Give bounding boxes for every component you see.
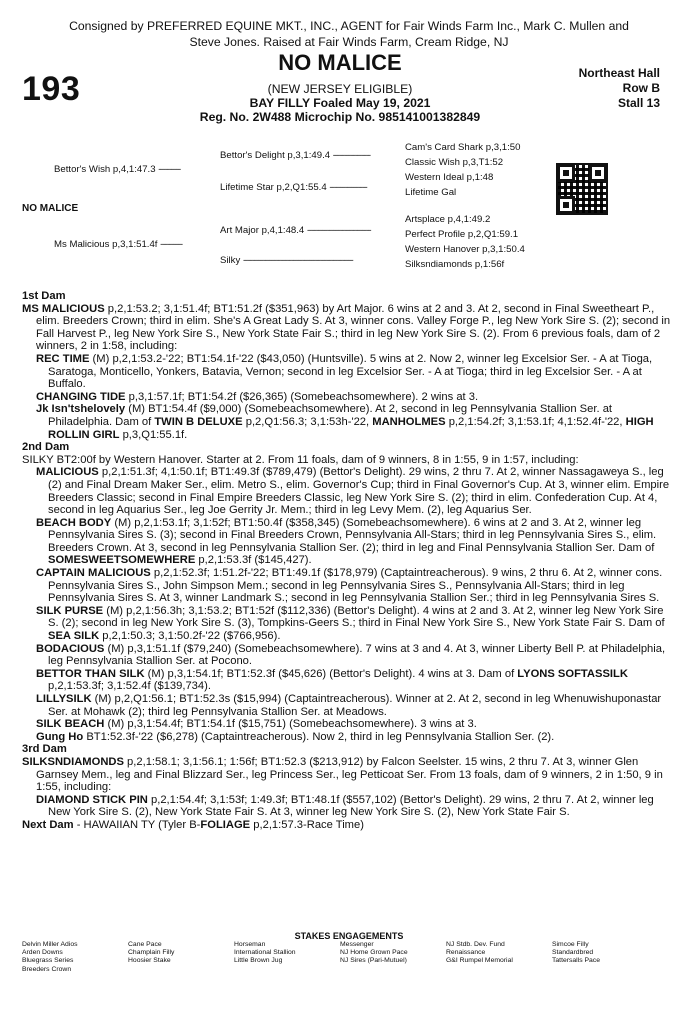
pedigree-g5: Artsplace p,4,1:49.2 — [405, 214, 491, 225]
stake-item: Bluegrass Series — [22, 957, 74, 965]
stake-item: Hoosier Stake — [128, 957, 171, 965]
horse-name: NO MALICE — [278, 50, 402, 75]
manholmes-name: MANHOLMES — [372, 415, 446, 428]
pedigree-g6: Perfect Profile p,2,Q1:59.1 — [405, 229, 519, 240]
dam-dam-name: Silky — [220, 255, 241, 266]
high-rollin-girl-name: HIGH ROLLIN GIRL — [48, 415, 654, 441]
stake-item: Tattersalls Pace — [552, 957, 600, 965]
sire-name: Bettor's Wish p,4,1:47.3 — [54, 164, 156, 175]
pedigree-g8: Silksndiamonds p,1:56f — [405, 259, 505, 270]
captain-malicious-text: p,2,1:52.3f; 1:51.2f-'22; BT1:49.1f ($178,979) (Captaintreacherous). 9 wins, 2 thru 6. At 2, winner cons. Pennsylvania Sires S., John Simpson Mem.; second in leg Pennsylvania Sires S., Pennsylvania All-Stars; third in leg Pennsylvania Sires S. At 3, winner Landmark S.; second in leg Pennsylvania Stallion Ser.; third in leg Pennsylvania Sires S. — [48, 567, 663, 605]
stake-item: Horseman — [234, 941, 266, 948]
next-dam-text-1: - HAWAIIAN TY (Tyler B- — [73, 818, 201, 831]
pedigree-g3: Western Ideal p,1:48 — [405, 172, 494, 183]
stake-item: Standardbred — [552, 949, 594, 957]
silksndiamonds-text: p,2,1:58.1; 3,1:56.1; 1:56f; BT1:52.3 ($213,912) by Falcon Seelster. 15 wins, 2 thru 7. At 3, winner Glen Garnsey Mem., leg and Final Blizzard Ser., leg Princess Ser., leg Petticoat Ser. From 13 foals, dam of 9 winners, 2 in 1:50, 9 in 1:55, including: — [36, 755, 663, 794]
malicious-text: p,2,1:51.3f; 4,1:50.1f; BT1:49.3f ($789,479) (Bettor's Delight). 29 wins, 2 thru 7. At 2, winner Nassagaweya S., leg (2) and Final Dream Maker Ser., elim. Metro S., elim. Governor's Cup; third in Final Governor's Cup. At 3, winner elim. Empire Breeders Classic; second in Final Empire Breeders Classic, leg New York Sire S. (2); third in elim. Confederation Cup. At 4, second in leg Aquarius Ser., leg Joe Gerrity Jr. Mem.; third in leg Levy Mem. (2), leg Aquarius Ser. — [48, 466, 670, 517]
changing-tide-name: CHANGING TIDE — [36, 390, 126, 403]
produce-bodacious — [22, 643, 672, 668]
silksndiamonds-name: SILKSNDIAMONDS — [22, 755, 124, 768]
gung-ho-name: Gung Ho — [36, 730, 84, 743]
stakes-col-3 — [234, 941, 296, 966]
stakes-col-2 — [128, 941, 174, 966]
stake-item: NJ Home Grown Pace — [340, 949, 408, 957]
location-row: Row B — [622, 81, 660, 95]
hip-number: 193 — [22, 70, 81, 108]
first-dam-text: p,2,1:53.2; 3,1:51.4f; BT1:51.2f ($351,963) by Art Major. 6 wins at 2 and 3. At 2, second in Final Sweetheart P., elim. Breeders Crown; third in elim. She's A Great Lady S. At 3, winner cons. Valley Forge P., leg New York Sire S. (2); second in Fall Harvest P., leg New York Sire S., New York State Fair S.; third in leg New York Sire S. (2). From 6 previous foals, dam of 2 winners, 2 in 1:58, including: — [36, 302, 671, 353]
pedigree-sire-sire: Bettor's Delight p,3,1:49.4 ----------------- — [220, 150, 371, 161]
third-dam-heading: 3rd Dam — [22, 743, 67, 756]
lillysilk-text: (M) p,2,Q1:56.1; BT1:52.3s ($15,994) (Captaintreacherous). Winner at 2. At 2, second in leg Whenuwishuponastar Ser. at Mohawk (2); third leg Pennsylvania Stallion Ser. at Meadows. — [48, 693, 662, 718]
first-dam-name: MS MALICIOUS — [22, 302, 105, 315]
qr-code[interactable] — [556, 163, 608, 215]
first-dam-entry — [22, 303, 672, 353]
silk-purse-name: SILK PURSE — [36, 604, 104, 617]
pedigree-g1: Cam's Card Shark p,3,1:50 — [405, 142, 521, 153]
stake-item: International Stallion — [234, 949, 296, 957]
pedigree-g2: Classic Wish p,3,T1:52 — [405, 157, 504, 168]
lyons-softassilk-name: LYONS SOFTASSILK — [517, 667, 628, 680]
stake-item: NJ Sires (Pari-Mutuel) — [340, 957, 407, 965]
stake-item: Arden Downs — [22, 949, 63, 957]
silk-beach-name: SILK BEACH — [36, 718, 105, 731]
produce-lillysilk — [22, 693, 672, 718]
consignor-line-1: Consigned by PREFERRED EQUINE MKT., INC., AGENT for Fair Winds Farm Inc., Mark C. Mullen and — [69, 19, 629, 33]
sire-dam-name: Lifetime Star p,2,Q1:55.4 — [220, 182, 327, 193]
produce-malicious — [22, 466, 672, 516]
pedigree-dam: Ms Malicious p,3,1:51.4f ---------- — [54, 239, 183, 250]
stakes-col-5 — [446, 941, 513, 966]
beach-body-text-2: p,2,1:53.3f ($145,427). — [195, 554, 312, 567]
pedigree-subject: NO MALICE — [22, 203, 79, 214]
jk-text-3: p,2,1:54.2f; 3,1:53.1f; 4,1:52.4f-'22, — [445, 415, 626, 428]
beach-body-text-1: (M) p,2,1:53.1f; 3,1:52f; BT1:50.4f ($358,345) (Somebeachsomewhere). 6 wins at 2 and 3. At 2, winner leg Pennsylvania Sires S. (3); second in Final Breeders Crown, Pennsylvania All-Stars; third in leg Pennsylvania Sires S., elim. Breeders Crown. At 3, second in leg Pennsylvania Stallion Ser. (2); third in leg and Final Pennsylvania Stallion Ser. Dam of — [48, 516, 657, 554]
produce-silk-purse — [22, 605, 672, 643]
next-dam-text-2: p,2,1:57.3-Race Time) — [250, 818, 364, 831]
somesweetsomewhere-name: SOMESWEETSOMEWHERE — [48, 554, 196, 567]
stakes-col-1 — [22, 941, 78, 974]
dam-name: Ms Malicious p,3,1:51.4f — [54, 239, 158, 250]
produce-diamond-stick-pin — [22, 794, 672, 819]
produce-beach-body — [22, 517, 672, 567]
bettor-than-silk-text-2: p,2,1:53.3f; 3,1:52.4f ($139,734). — [48, 680, 211, 693]
produce-changing-tide — [22, 391, 672, 404]
jk-text-1: (M) BT1:54.4f ($9,000) (Somebeachsomewhere). At 2, second in leg Pennsylvania Stallion Ser. at Philadelphia. Dam of — [48, 403, 613, 428]
consignor-line-2: Steve Jones. Raised at Fair Winds Farm, Cream Ridge, NJ — [189, 35, 509, 49]
next-dam-label: Next Dam — [22, 818, 74, 831]
location-stall: Stall 13 — [617, 96, 660, 110]
location-hall: Northeast Hall — [578, 66, 660, 80]
silk-purse-text-1: (M) p,2,1:56.3h; 3,1:53.2; BT1:52f ($112,336) (Bettor's Delight). 4 wins at 2 and 3. At 2, winner leg New York Sire S. (2); second in leg New York Sire S. (3), Tompkins-Geers S.; third in Final New York Sire S., New York State Fair S. Dam of — [48, 604, 665, 630]
stake-item: Cane Pace — [128, 941, 162, 948]
stake-item: NJ Stdb. Dev. Fund — [446, 941, 505, 948]
bettor-than-silk-name: BETTOR THAN SILK — [36, 667, 145, 680]
pedigree-g7: Western Hanover p,3,1:50.4 — [405, 244, 525, 255]
jk-text-4: p,3,Q1:55.1f. — [119, 428, 188, 441]
stake-item: Breeders Crown — [22, 965, 72, 973]
stake-item: Simcoe Filly — [552, 941, 589, 948]
rec-time-name: REC TIME — [36, 352, 90, 365]
captain-malicious-name: CAPTAIN MALICIOUS — [36, 567, 151, 580]
beach-body-name: BEACH BODY — [36, 516, 112, 529]
sire-sire-name: Bettor's Delight p,3,1:49.4 — [220, 150, 331, 161]
registration-info: Reg. No. 2W488 Microchip No. 985141001382849 — [199, 110, 481, 124]
jk-text-2: p,2,Q1:56.3; 3,1:53h-'22, — [242, 415, 373, 428]
first-dam-heading: 1st Dam — [22, 290, 66, 302]
produce-bettor-than-silk — [22, 668, 672, 693]
changing-tide-text: p,3,1:57.1f; BT1:54.2f ($26,365) (Somebeachsomewhere). 2 wins at 3. — [125, 390, 479, 403]
foliage-name: FOLIAGE — [200, 818, 251, 831]
consignor-info — [20, 18, 678, 50]
stake-item: Messenger — [340, 941, 374, 948]
next-dam — [22, 819, 672, 832]
second-dam-heading: 2nd Dam — [22, 441, 70, 454]
bettor-than-silk-text-1: (M) p,3,1:54.1f; BT1:52.3f ($45,626) (Bettor's Delight). 4 wins at 3. Dam of — [144, 667, 518, 680]
diamond-stick-pin-text: p,2,1:54.4f; 3,1:53f; 1:49.3f; BT1:48.1f ($557,102) (Bettor's Delight). 29 wins, 2 thru 7. At 2, winner leg New York Sire S. (2), New York State Fair S. At 3, winner leg New York Sire S. (2), New York State Fair S. — [48, 793, 654, 819]
pedigree-sire: Bettor's Wish p,4,1:47.3 ---------- — [54, 164, 181, 175]
sale-location — [579, 66, 660, 111]
gung-ho-text: BT1:52.3f-'22 ($6,278) (Captaintreacherous). Now 2, third in leg Pennsylvania Stallion Ser. (2). — [83, 730, 555, 743]
pedigree-g4: Lifetime Gal — [405, 187, 457, 198]
third-dam-entry — [22, 756, 672, 794]
sea-silk-name: SEA SILK — [48, 630, 100, 643]
produce-captain-malicious — [22, 567, 672, 605]
jk-name: Jk Isn'tshelovely — [36, 403, 126, 416]
pedigree-dam-sire: Art Major p,4,1:48.4 ----------------------------- — [220, 225, 371, 236]
produce-jk — [22, 403, 672, 441]
produce-gung-ho — [22, 731, 672, 744]
catalog-body — [22, 290, 672, 832]
dam-sire-name: Art Major p,4,1:48.4 — [220, 225, 305, 236]
silk-beach-text: (M) p,3,1:54.4f; BT1:54.1f ($15,751) (Somebeachsomewhere). 3 wins at 3. — [104, 718, 477, 731]
produce-silk-beach — [22, 718, 672, 731]
stakes-title: STAKES ENGAGEMENTS — [294, 931, 404, 941]
twin-b-deluxe-name: TWIN B DELUXE — [154, 415, 243, 428]
pedigree-sire-dam: Lifetime Star p,2,Q1:55.4 ----------------- — [220, 182, 367, 193]
diamond-stick-pin-name: DIAMOND STICK PIN — [36, 793, 148, 806]
stakes-col-6 — [552, 941, 600, 966]
stake-item: Renaissance — [446, 949, 486, 957]
stake-item: Delvin Miller Adios — [22, 941, 78, 948]
silk-purse-text-2: p,2,1:50.3; 3,1:50.2f-'22 ($766,956). — [99, 630, 281, 643]
bodacious-name: BODACIOUS — [36, 642, 105, 655]
pedigree-dam-dam: Silky -------------------------------------------------- — [220, 255, 353, 266]
lillysilk-name: LILLYSILK — [36, 693, 92, 705]
horse-description: BAY FILLY Foaled May 19, 2021 — [249, 96, 431, 110]
produce-rec-time — [22, 353, 672, 391]
rec-time-text: (M) p,2,1:53.2-'22; BT1:54.1f-'22 ($43,050) (Huntsville). 5 wins at 2. Now 2, winner leg Excelsior Ser. - A at Tioga, Saratoga, Monticello, Yonkers, Batavia, Vernon; second in leg Excelsior Ser. - A at Tioga; third in leg Excelsior Ser. - A at Buffalo. — [48, 352, 653, 391]
stake-item: Champlain Filly — [128, 949, 175, 957]
stake-item: G&I Rumpel Memorial — [446, 957, 513, 965]
stake-item: Little Brown Jug — [234, 957, 283, 965]
eligibility: (NEW JERSEY ELIGIBLE) — [267, 82, 413, 96]
bodacious-text: (M) p,3,1:51.1f ($79,240) (Somebeachsomewhere). 7 wins at 3 and 4. At 3, winner Liberty Bell P. at Philadelphia, leg Pennsylvania Stallion Ser. at Pocono. — [48, 642, 666, 668]
malicious-name: MALICIOUS — [36, 466, 99, 479]
stakes-col-4 — [340, 941, 408, 966]
second-dam-intro: SILKY BT2:00f by Western Hanover. Starter at 2. From 11 foals, dam of 9 winners, 8 in 1:55, 9 in 1:57, including: — [22, 453, 579, 466]
